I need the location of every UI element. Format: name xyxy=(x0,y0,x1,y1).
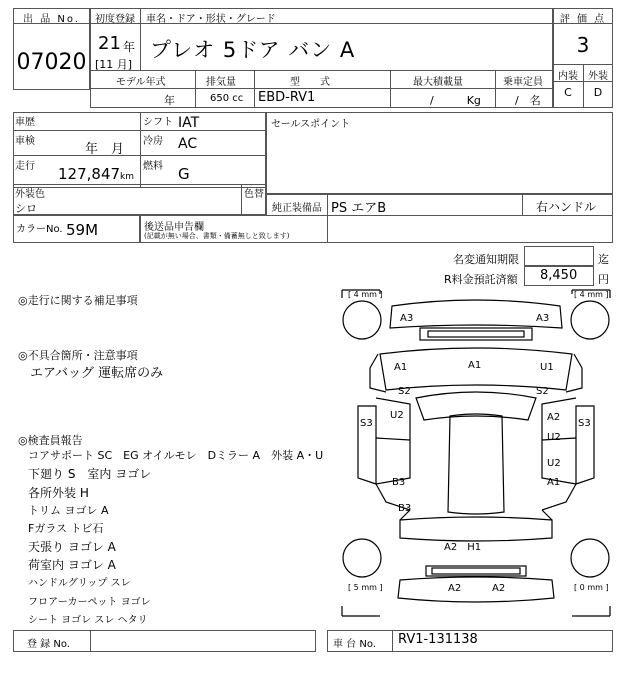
ac: AC xyxy=(178,136,198,152)
mark-back-door: A2 H1 xyxy=(444,542,482,553)
mark-left-sill: S3 xyxy=(360,418,373,429)
driving-notes-title: ◎走行に関する補足事項 xyxy=(18,294,138,307)
ac-label: 冷房 xyxy=(143,136,163,147)
equipment: PS エアB xyxy=(331,201,387,216)
post-docs-label: 後送品申告欄 xyxy=(144,222,204,233)
mark-right-front-door-2: U2 xyxy=(547,432,561,443)
first-reg-year-unit: 年 xyxy=(123,40,136,54)
car-name: プレオ 5ドア バン A xyxy=(150,38,356,62)
mark-right-fender: S2 xyxy=(536,386,549,397)
history-label: 車歴 xyxy=(15,117,35,128)
mark-hood: A1 xyxy=(468,360,482,371)
type: EBD-RV1 xyxy=(258,90,316,105)
mark-left-fender: S2 xyxy=(398,386,411,397)
shift: IAT xyxy=(178,115,200,131)
inspection: 年 月 xyxy=(85,142,125,157)
mark-right-front-door-1: A2 xyxy=(547,412,561,423)
first-reg-month: [11 月] xyxy=(95,58,133,71)
defects-text: エアバッグ 運転席のみ xyxy=(30,366,164,381)
mileage-unit: km xyxy=(120,172,134,182)
inspector-line-9: フロアーカーペット ヨゴレ xyxy=(28,597,151,608)
max-load: / Kg xyxy=(430,94,481,107)
displacement: 650 cc xyxy=(210,93,244,104)
shift-label: シフト xyxy=(143,117,173,128)
model-year-label: モデル年式 xyxy=(116,77,166,88)
exterior-label: 外装 xyxy=(588,71,608,82)
mark-right-rear-door-1: U2 xyxy=(547,458,561,469)
capacity-label: 乗車定員 xyxy=(503,77,543,88)
mark-right-rear-door-2: A1 xyxy=(547,477,561,488)
inspector-line-5: Fガラス トビ石 xyxy=(28,522,104,535)
tire-fr: [ 4 mm ] xyxy=(574,290,609,299)
first-reg-label: 初度登録 xyxy=(95,14,135,25)
name-change-label: 名変通知期限 xyxy=(453,253,519,266)
grade-label: 評 価 点 xyxy=(559,14,607,25)
lot-number: 07020 xyxy=(16,50,87,75)
tire-fl: [ 4 mm ] xyxy=(348,290,383,299)
fuel-label: 燃料 xyxy=(143,161,163,172)
mileage-label: 走行 xyxy=(15,161,35,172)
inspector-line-8: ハンドルグリップ スレ xyxy=(28,578,131,589)
model-year-unit: 年 xyxy=(164,94,175,107)
post-docs-note: (記載が無い場合、書類・備蓄無しと致します) xyxy=(144,232,290,240)
steering: 右ハンドル xyxy=(536,200,597,214)
interior-grade: C xyxy=(564,86,572,99)
inspector-line-4: トリム ヨゴレ A xyxy=(28,504,109,517)
type-label: 型 式 xyxy=(290,77,330,88)
grade: 3 xyxy=(576,33,590,57)
inspector-line-3: 各所外装 H xyxy=(28,486,89,500)
inspector-title: ◎検査員報告 xyxy=(18,434,83,447)
color-no-label: カラーNo. xyxy=(16,224,63,235)
inspector-line-6: 天張り ヨゴレ A xyxy=(28,540,116,554)
exterior-grade: D xyxy=(593,86,603,99)
mark-left-rear-door: B3 xyxy=(392,477,406,488)
interior-label: 内装 xyxy=(558,71,578,82)
capacity: / 名 xyxy=(515,94,541,107)
sales-point-label: セールスポイント xyxy=(271,119,351,130)
tire-rr: [ 0 mm ] xyxy=(574,583,609,592)
first-reg-year: 21 xyxy=(98,33,121,54)
inspector-line-1: コアサポート SC EG オイルモレ Dミラー A 外装 A・U xyxy=(28,449,324,462)
inspector-line-10: シート ヨゴレ スレ ヘタリ xyxy=(28,615,148,626)
mark-rear-bumper-l: A2 xyxy=(448,583,462,594)
fuel: G xyxy=(178,165,190,183)
inspection-label: 車検 xyxy=(15,136,35,147)
ext-color-label: 外装色 xyxy=(15,189,45,200)
color-no: 59M xyxy=(66,221,99,239)
mark-front-bumper-r: A3 xyxy=(536,313,550,324)
name-change-box xyxy=(524,246,594,266)
ext-color: シロ xyxy=(15,202,37,215)
lot-number-label: 出 品 No. xyxy=(23,14,80,25)
inspector-line-2: 下廻り S 室内 ヨゴレ xyxy=(28,467,152,481)
mark-rear-bumper-r: A2 xyxy=(492,583,506,594)
recycle-unit: 円 xyxy=(598,273,609,286)
defects-title: ◎不具合箇所・注意事項 xyxy=(18,349,138,362)
car-name-label: 車名・ドア・形状・グレード xyxy=(146,14,276,25)
mark-left-quarter: B3 xyxy=(398,503,412,514)
equipment-label: 純正装備品 xyxy=(272,203,322,214)
max-load-label: 最大積載量 xyxy=(413,77,463,88)
recycle-label: R料金預託済額 xyxy=(444,273,518,286)
mark-front-bumper-l: A3 xyxy=(400,313,414,324)
mark-left-front-door: U2 xyxy=(390,410,404,421)
inspector-line-7: 荷室内 ヨゴレ A xyxy=(28,558,116,572)
reg-no-label: 登 録 No. xyxy=(27,639,70,650)
ext-color-box xyxy=(13,184,266,215)
displacement-label: 排気量 xyxy=(206,77,236,88)
recycle-value: 8,450 xyxy=(540,268,578,283)
chassis-label: 車 台 No. xyxy=(333,639,376,650)
mark-right-sill: S3 xyxy=(578,418,591,429)
mark-left-fender-top: A1 xyxy=(394,362,408,373)
car-damage-diagram xyxy=(340,288,612,618)
repaint-label: 色替 xyxy=(244,189,264,200)
mark-right-fender-top: U1 xyxy=(540,362,554,373)
chassis-no: RV1-131138 xyxy=(398,632,478,647)
tire-rl: [ 5 mm ] xyxy=(348,583,383,592)
mileage: 127,847 xyxy=(58,165,121,183)
name-change-unit: 迄 xyxy=(598,253,609,266)
